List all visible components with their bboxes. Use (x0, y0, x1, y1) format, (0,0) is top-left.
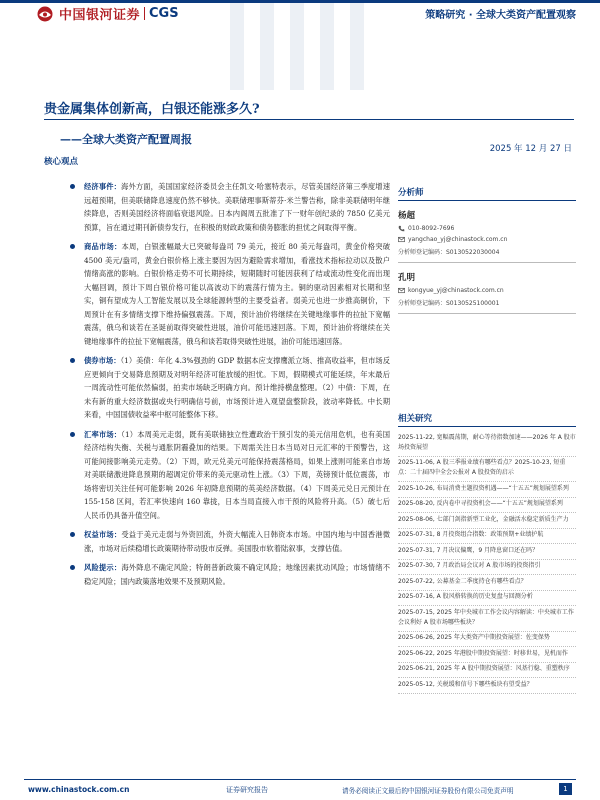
report-title: 贵金属集体创新高，白银还能涨多久? (44, 102, 260, 117)
bullet-icon (70, 244, 75, 249)
analysts-heading: 分析师 (398, 186, 576, 201)
related-research-item[interactable]: 2025-11-22, 宽幅震荡期，耐心等待指数加速——2026 年 A 股市场投资展望 (398, 431, 576, 457)
company-logo (36, 4, 179, 23)
core-views-list (84, 180, 390, 594)
logo-divider (144, 7, 145, 20)
footer-divider (24, 779, 576, 780)
report-subtitle: ——全球大类资产配置周报 (60, 133, 192, 146)
footer-report-type: 证券研究报告 (226, 786, 268, 794)
logo-text-en: CGS (149, 6, 179, 21)
logo-icon (36, 6, 54, 22)
related-research-item[interactable]: 2025-08-20, 反内卷中寻投资机会——“十五五”规划展望系列 (398, 498, 576, 514)
point-equities (84, 528, 390, 555)
analyst-email[interactable]: kongyue_yj@chinastock.com.cn (408, 287, 504, 294)
related-research-item[interactable]: 2025-10-26, 布局消费主题投资机遇——“十五五”规划展望系列 (398, 482, 576, 498)
related-research-item[interactable]: 2025-06-22, 2025 年港股中期投资展望：时移世易，见机而作 (398, 647, 576, 663)
header-section-label: 策略研究 · 全球大类资产配置观察 (425, 10, 576, 21)
analyst-cert: 分析师登记编码：S0130522030004 (398, 247, 576, 263)
related-research-item[interactable]: 2025-07-31, 8 月投资组合指数：政策预期+业绩护航 (398, 529, 576, 545)
analyst-email-row (398, 287, 576, 294)
related-research-heading: 相关研究 (398, 412, 576, 427)
related-research-item[interactable]: 2025-07-15, 2025 年中央城市工作会议内容解读：中央城市工作会议利好 A 股市场哪些板块？ (398, 606, 576, 632)
point-text: （1）本周美元走弱，既有美联储独立性遭政治干预引发的美元信用危机，也有美国经济结构失衡、关税与通胀阴霾叠加的结果。下周需关注日本当局对日元汇率的干预警告，这可能间接影响美元走势。（2）下周，欧元兑美元可能保持震荡格局，如果上涨则可能来自市场对美联储激进降息预期的超调定价带来的美元驱动性上涨。（3）下周，英镑预计低位震荡，市场将密切关注任何可能影响 2026 年初降息预期的英美经济数据。（4）下周美元兑日元预计在 155-158 区间，若汇率快速向 160 靠拢，日本当局直接入市干预的风险将升高。（5）破七后人民币仍具备升值空间。 (84, 429, 390, 520)
report-date: 2025 年 12 月 27 日 (489, 144, 572, 154)
bullet-icon (70, 358, 75, 363)
related-research-item[interactable]: 2025-06-21, 2025 年 A 股中期投资展望：风基行稳、重塑秩序 (398, 663, 576, 679)
point-label: 债券市场： (84, 356, 121, 365)
point-label: 经济事件： (84, 182, 122, 191)
point-label: 权益市场： (84, 530, 122, 539)
point-text: 海外方面，美国国家经济委员会主任凯文·哈塞特表示，尽管美国经济第三季度增速远超预期，但美联储降息速度仍然不够快。美联储理事斯蒂芬·米兰警告称，除非美联储明年继续降息，否则美国经济将面临衰退风险。日本内阁周五批准了下一财年创纪录的 7850 亿美元预算，旨在通过期刊新债券发行，在积极的财政政策和债务膨胀的担忧之间取得平衡。 (84, 182, 391, 232)
related-research-item[interactable]: 2025-07-31, 7 月决议偏鹰，9 月降息窗口还在吗？ (398, 544, 576, 560)
analyst-email-row (398, 236, 576, 243)
related-research-item[interactable]: 2025-06-26, 2025 年大类资产中期投资展望：佐变保势 (398, 632, 576, 648)
sidebar (398, 186, 576, 694)
related-research-item[interactable]: 2025-07-22, 公募基金二季度持仓有哪些看点？ (398, 575, 576, 591)
related-research-item[interactable]: 2025-05-12, 关税缓和信号下哪些板块有望受益？ (398, 678, 576, 694)
page-number: 1 (559, 783, 572, 795)
related-research-item[interactable]: 2025-07-30, 7 月政治局会议对 A 股市场的投资指引 (398, 560, 576, 576)
point-commodities (84, 240, 390, 348)
point-bonds (84, 354, 390, 422)
analyst-email[interactable]: yangchao_yj@chinastock.com.cn (408, 236, 508, 243)
point-economic-events (84, 180, 390, 234)
analyst-name: 杨超 (398, 211, 416, 221)
logo-text-cn: 中国银河证券 (59, 8, 141, 23)
related-research-item[interactable]: 2025-11-06, A 股三季报业绩有哪些看点？2025-10-23, 短重点：二十届四中全会公报对 A 股投资的启示 (398, 457, 576, 483)
phone-icon (398, 225, 405, 232)
point-label: 汇率市场： (84, 429, 122, 439)
point-text: 本周，白银涨幅最大已突破每盎司 79 美元，接近 80 美元每盎司，黄金价格突破 4500 美元/盎司，黄金白银价格上涨主要因为因为避险需求增加，看涨技术指标拉动以及散户情绪高涨的影响。白银价格走势不可长期持续，短期随时可能因获利了结或流动性变化而出现大幅回调，预计下周白银价格可能以高波动下的震荡行情为主。铜的驱动因素相对长期和坚实，铜有望成为人工智能发展以及全球能源转型的主要受益者。弱美元也进一步推高铜价，下周预计在有多情绪支撑下维持偏强震荡。下周，预计油价将继续在关键地缘事件的拉扯下宽幅震荡，俄乌和谈若在圣诞前取得突破性进展，油价可能迅速回落。下周，预计油价将继续在关键地缘事件的拉扯下宽幅震荡，俄乌和谈若取得突破性进展，油价可能迅速回落。 (84, 242, 390, 346)
analyst-phone-row (398, 225, 576, 232)
point-fx (84, 428, 390, 523)
related-research-list (398, 431, 576, 694)
analyst-card (398, 209, 576, 263)
analyst-name: 孔明 (398, 273, 416, 283)
email-icon (398, 236, 405, 243)
email-icon (398, 287, 405, 294)
page-footer (0, 779, 600, 800)
bullet-icon (70, 184, 75, 189)
related-research-item[interactable]: 2025-08-06, 七部门剑指新型工业化，金融活水稳定新质生产力 (398, 513, 576, 529)
point-text: 海外降息不确定风险；特朗普新政策不确定风险；地缘因素扰动风险；市场情绪不稳定风险；国内政策落地效果不及预期风险。 (84, 563, 391, 586)
bullet-icon (70, 532, 75, 537)
point-text: 受益于美元走弱与外资回流，外资大幅流入日韩资本市场。中国内地与中国香港微涨，市场对后续稳增长政策期待带动股市反弹。美国股市软着陆叙事，支撑估值。 (84, 530, 391, 553)
analyst-card (398, 271, 576, 314)
point-risks (84, 561, 390, 588)
footer-website-link[interactable]: www.chinastock.com.cn (28, 785, 130, 794)
title-divider (44, 119, 574, 120)
bullet-icon (70, 565, 75, 570)
footer-disclaimer: 请务必阅读正文最后的中国银河证券股份有限公司免责声明 (342, 787, 514, 795)
analyst-phone: 010-8092-7696 (408, 225, 455, 232)
analyst-cert: 分析师登记编码：S0130525100001 (398, 298, 576, 314)
bullet-icon (70, 432, 75, 437)
core-views-heading: 核心观点 (44, 157, 79, 167)
point-label: 商品市场： (84, 242, 122, 251)
related-research-item[interactable]: 2025-07-16, A 股风格转换的历史复盘与回测分析 (398, 591, 576, 607)
point-label: 风险提示： (84, 563, 122, 572)
background-watermark (200, 0, 400, 90)
point-text: （1）美债：年化 4.3%强劲的 GDP 数据本应支撑鹰派立场、推高收益率，但市场反应更倾向于交易降息预期及对明年经济可能放缓的担忧。下周，假期模式可能延续，年末最后一周流动性可能依然偏弱，拍卖市场缺乏明确方向。预计维持横盘整理。（2）中债：下周，在未有新的重大经济数据或央行明确信号前，市场预计进入观望盘整阶段，波动率降低。中长期来看，中国国债收益率中枢可能整体下移。 (84, 356, 390, 419)
